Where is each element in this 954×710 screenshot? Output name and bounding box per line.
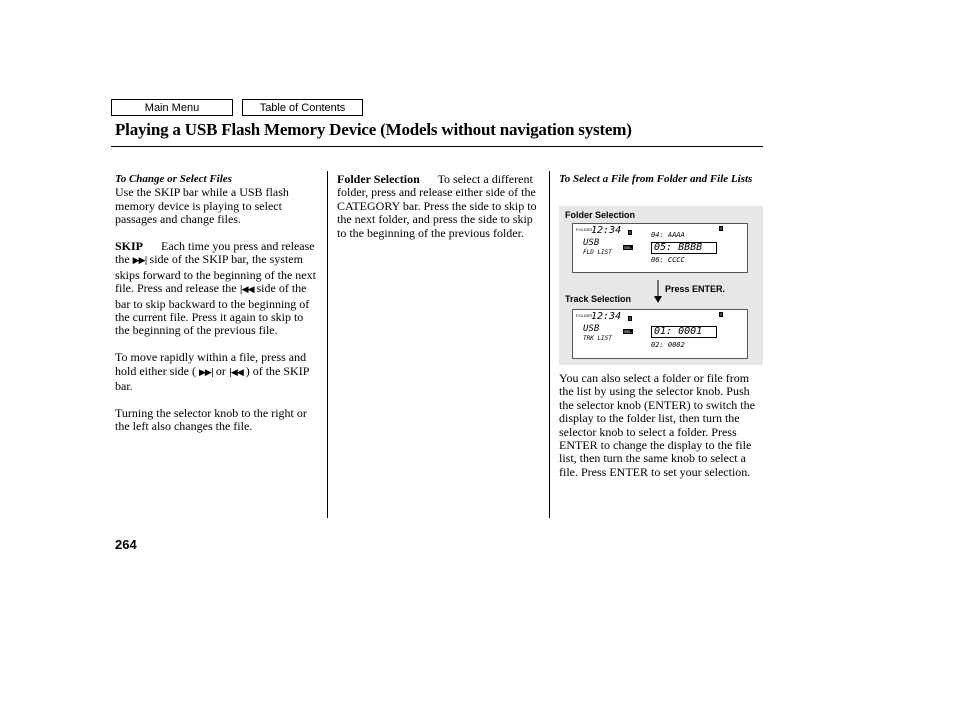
lcd-list-label: FLD LIST (583, 249, 612, 256)
column-change-files (115, 173, 320, 434)
text: To select a different folder, press and release either side of the CATEGORY bar. Press the side to skip to the next folder, and press the side to skip to the beginning of the previous folder. (337, 172, 537, 240)
lcd-sel-tag: SEL (624, 245, 632, 250)
figure-label-press-enter: Press ENTER. (665, 284, 726, 294)
lcd-clock: 12:34 (591, 311, 622, 322)
lcd-row: 04: AAAA (651, 231, 685, 239)
lcd-row-selected: 01: 0001 (651, 326, 717, 338)
paragraph-folder (337, 173, 542, 240)
column-divider (549, 171, 550, 518)
paragraph: You can also select a folder or file from the list by using the selector knob. Push the selector knob (ENTER) to switch the display to the folder list, then turn the selector knob to select a folder. Press ENTER to change the display to the file list, then turn the same knob to select a file. Press ENTER to set your selection. (559, 371, 755, 479)
paragraph-rapid (115, 351, 320, 393)
section-heading: To Change or Select Files (115, 173, 232, 185)
column-file-lists-heading (559, 173, 764, 186)
page-title: Playing a USB Flash Memory Device (Models without navigation system) (115, 120, 632, 139)
lcd-row: 06: CCCC (651, 256, 685, 264)
column-divider (327, 171, 328, 518)
paragraph: Use the SKIP bar while a USB flash memory device is playing to select passages and change files. (115, 185, 289, 227)
column-folder-selection (337, 173, 542, 240)
skip-label: SKIP (115, 239, 144, 254)
lcd-badge: ≡ (720, 312, 723, 317)
text: To move rapidly within a file, press and hold either side ( (115, 350, 307, 378)
text: side of the SKIP bar, the system skips forward to the beginning of the next file. Press and release the (115, 252, 316, 296)
lcd-track-list (572, 309, 748, 359)
table-of-contents-button[interactable]: Table of Contents (242, 99, 363, 116)
lcd-mode: USB (583, 324, 600, 334)
main-menu-button[interactable]: Main Menu (111, 99, 233, 116)
title-rule (111, 146, 763, 147)
display-figure (559, 206, 763, 365)
lcd-folder-indicator: FOLDER (576, 227, 593, 232)
text: or (215, 363, 226, 378)
text: ) of the SKIP bar. (115, 363, 309, 394)
skip-back-icon: |◀◀ (239, 285, 254, 296)
lcd-clock: 12:34 (591, 225, 622, 236)
paragraph: Turning the selector knob to the right or the left also changes the file. (115, 405, 307, 434)
text: Each time you press and release the (115, 239, 315, 267)
lcd-badge: ≡ (629, 230, 632, 235)
lcd-badge: ≡ (720, 226, 723, 231)
lcd-folder-list (572, 223, 748, 273)
skip-forward-icon: ▶▶| (132, 256, 147, 267)
figure-label-track: Track Selection (565, 294, 632, 304)
lcd-folder-indicator: FOLDER (576, 313, 593, 318)
lcd-row-selected: 05: BBBB (651, 242, 717, 254)
skip-back-icon: |◀◀ (228, 367, 243, 378)
lcd-row: 02: 0002 (651, 341, 685, 349)
text: side of the bar to skip backward to the beginning of the current file. Press it again to skip to the beginning of the previous file. (115, 281, 310, 338)
folder-selection-label: Folder Selection (337, 172, 420, 186)
lcd-sel-tag: SEL (624, 329, 632, 334)
column-file-lists-body (559, 372, 764, 479)
figure-label-folder: Folder Selection (565, 210, 636, 220)
page-number: 264 (115, 537, 137, 552)
paragraph-skip (115, 240, 320, 338)
skip-forward-icon: ▶▶| (198, 367, 213, 378)
lcd-list-label: TRK LIST (583, 335, 612, 342)
arrow-down-icon (654, 280, 662, 304)
lcd-mode: USB (583, 238, 600, 248)
lcd-badge: ≡ (629, 316, 632, 321)
section-heading: To Select a File from Folder and File Lists (559, 173, 753, 185)
